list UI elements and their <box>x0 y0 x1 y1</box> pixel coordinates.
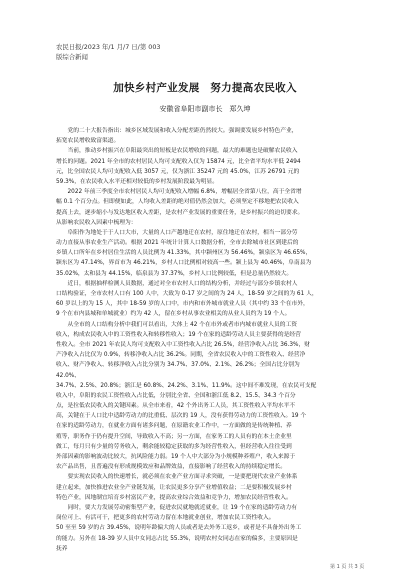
body-line: 做工，每月只有少量的劳务收入，剩余能较稳定获取的多为经营性收入，但经营收入往往受到 <box>56 443 292 450</box>
source-line-2: 版综合新闻 <box>56 53 88 61</box>
article-title: 加快乡村产业发展 努力提高农民收入 <box>113 82 297 94</box>
body-line: 口结构验证，全市农村人口有 100 人中，大致为 0-17 岁之间的为 24 人，18-59 岁之间的为 61 人， <box>56 291 318 297</box>
body-line: 高，关键在于人口比中适龄劳动力的比重低、层次的 19 人，没有获得劳动力的工资性收入。19 个 <box>56 413 307 420</box>
body-line: 外部因素的影响波动比较大，抗风险能力弱。19 个人中大部分为小规模种养殖户，收入来源于 <box>56 454 296 460</box>
body-line: 收入、财产净收入、转移净收入占比分别为 34.7%、37.0%、2.1%、26.2%；全国占比分别为 <box>56 362 300 369</box>
body-line: 50 至至 59 岁的占 39.45%，说明年龄偏大的人员或者是去外务工返乡，或者是不具备外出务工 <box>56 525 302 532</box>
body-line: 2022 年前三季度全市农村居民人均可支配收入增幅 6.8%，增幅居全省第八位，高于全省增 <box>56 189 302 196</box>
body-line: 性收入。全市 2021 年农民人均可支配收入中工资性收入占比 26.5%，经营净收入占比 36.3%，财 <box>56 341 310 348</box>
body-line: 从影响农民收入因素中梳理为： <box>56 219 137 226</box>
body-line: 岗位可上、有活可干，把更多的农村劳动力留在本地就业创业，增加农民工资性收入。 <box>56 515 275 522</box>
body-line: 乡镇人口所年在乡村居住生活的人员比例为 41.33%，其中颍州区为 56.46%，颍泉区为 46.65%， <box>56 250 312 257</box>
body-line: 9 个在市内县城和单城就业）约为 42 人，留在乡村从事农业相关的从业人员约为 19 个人。 <box>56 311 291 318</box>
body-line: 59.3%，在农民收入水平还相对较低的乡村发展阶段最为明显。 <box>56 178 219 185</box>
body-line: 特色产业，因地制宜培育乡村富民产业，提高农业综合效益和竞争力，增加农民经营性收入。 <box>56 494 292 501</box>
body-line: 产净收入占比仅为 0.9%，转移净收入占比 36.2%。同期，全省农民收入中的工资性收入、经营净 <box>56 352 306 359</box>
article-body <box>56 126 362 554</box>
source-header <box>56 42 160 62</box>
body-line: 当前，推动乡村振兴在阜阳最突出的短板是农民增收的问题，最大的难题也是破解农民收入 <box>56 148 298 155</box>
page-footer: 第 1 页 共 3 页 <box>330 564 365 570</box>
body-line: 党的二十大报告指出：城乡区域发展和收入分配差距仍然较大。强调要发展乡村特色产业， <box>56 128 298 134</box>
body-line: 幅 0.1 个百分点。但即便如此，人均收入差距的绝对值仍然会加大，必须坚定不移地把农民收入 <box>56 199 299 206</box>
body-line: 收入，构成农民收入中的工资性收入和转移性收入；19 个在家的适龄劳动人员主要获得的是经营 <box>56 331 301 338</box>
body-line: 34.7%、2.5%、20.8%；浙江是 60.8%、24.2%、3.1%、11.9%。这中间不难发现，在农民可支配 <box>56 382 317 389</box>
body-line: 35.02%，太和县为 44.15%，临泉县为 37.37%，乡村人口比例较低，但是总量仍然较大。 <box>56 270 293 277</box>
body-line: 42.0%、 <box>56 372 81 379</box>
body-line: 动力直接从事农业生产活动。根据 2021 年统计计算人口数据分析，全市去除城市社区到建后的 <box>56 240 299 247</box>
body-line: 点，是拉低农民收入的关键因素。从全市来看，42 个外出务工人员，其工资性收入平均水平不 <box>56 403 296 410</box>
body-line: 近日，根据抽样检测人员数据，通过对全市农村人口的结构分析，并经过与部分乡镇农村人 <box>56 280 298 287</box>
body-line: 阜阳作为地处于于人口大市，大量的人口产越地迁在农村，原住地迁在农村，相当一部分劳 <box>56 229 298 236</box>
article-author: 安徽省阜阳市副市长 郑久坤 <box>159 105 251 113</box>
body-line: 在家的适龄劳动力，在就业方面有诸多问题，在原籍农业工作中，一方面做的是传统种植、养 <box>56 423 292 430</box>
body-line: 增长的问题。2021 年全市的农村居民人均可支配收入仅为 15874 元，比全省平均水平低 2494 <box>56 158 301 165</box>
source-line-1: 农民日报/2023 年/1 月/7 日/第 003 <box>56 43 161 51</box>
body-line: 要实现农民收入的快速增长，就必须在农业产业方面寻求突破，一是要把现代农业产业体系 <box>56 474 298 481</box>
body-line: 提高上去，逐步缩小与发达地区收入差距，是农村产业发展的重要任务，是乡村振兴的迫切要求。 <box>56 209 304 216</box>
body-line: 元，比全国农民人均可支配收入低 3057 元，仅为浙江 35247 元的 45.0%，江苏 26791 元的 <box>56 168 300 175</box>
body-line: 同时，要大力发展劳动密集型产业，促进农民就地就近就业，让 19 个在家的适龄劳动力有 <box>56 504 297 511</box>
body-line: 颍东区为 47.14%，界首市为 46.21%，乡村人口比例相对较高一些。颍上县为 40.46%，阜南县为 <box>56 260 312 267</box>
body-line: 从全市的人口结构分析中我们可以看出，大体上 42 个在市外或者市内城市就业人员的工资 <box>56 321 297 328</box>
body-line: 农产品出售，且普遍没有形成规模效应和品牌效益，直接影响了经营收入的持续稳定增长。 <box>56 464 286 471</box>
body-line: 的能力。另外在 18-39 岁人员中女同志占比 55.3%，说明农村女同志在家的偏多，主要原因是 <box>56 535 298 542</box>
body-line: 60 岁以上的为 15 人，其中 18-59 岁的人口中，市内和市外城市就业人员（其中约 33 个在市外， <box>56 301 309 308</box>
body-line: 收入中，阜阳的农民工资性收入占比低，分别比全省、全国和浙江低 8.2、15.5、34.3 个百分 <box>56 392 296 399</box>
body-line: 抚养 <box>56 545 68 552</box>
body-line: 建立起来，加快推进农业全产业链发展，让农民更多分享产业增值收益；二是要积极发展乡村 <box>56 484 292 491</box>
body-line: 拓宽农民增收致富渠道。 <box>56 138 120 145</box>
body-line: 殖等，职务作于仍有提升空间，导致收入不高；另一方面，在家务工的人员有的在本土企业里 <box>56 433 292 440</box>
